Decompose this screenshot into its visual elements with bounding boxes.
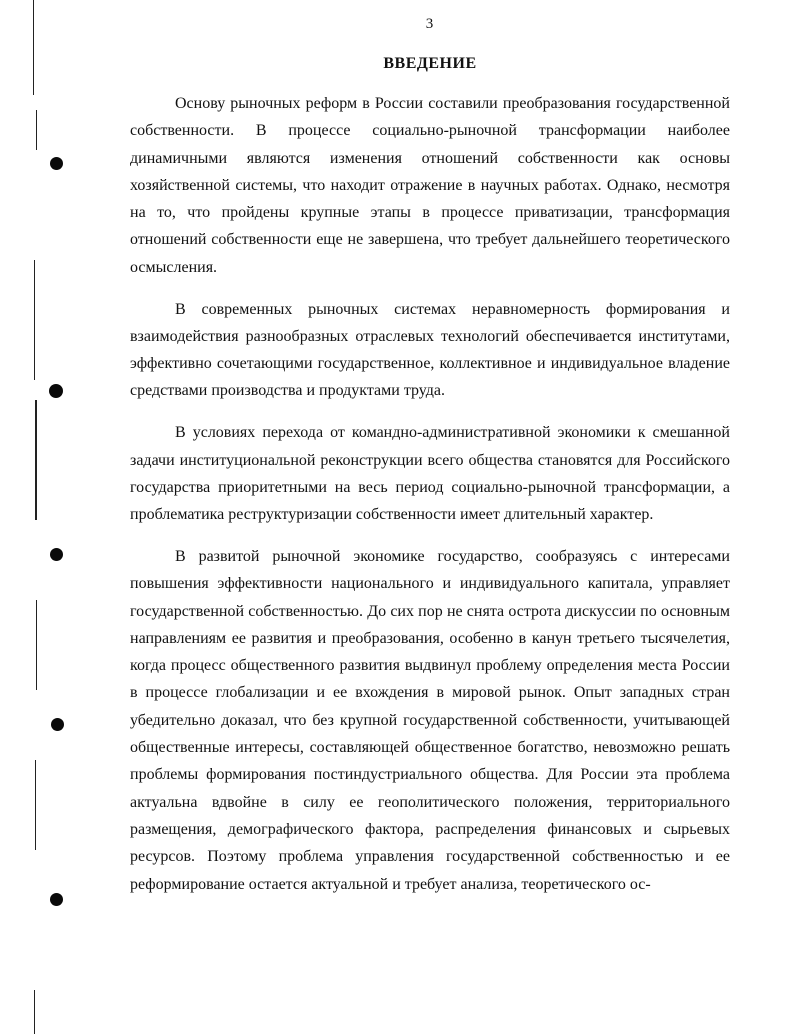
binding-edge-line xyxy=(34,260,35,380)
binding-edge-line xyxy=(35,760,36,850)
section-title: ВВЕДЕНИЕ xyxy=(383,55,477,72)
binding-edge-line xyxy=(34,990,35,1034)
body-text xyxy=(130,90,730,898)
paragraph: В современных рыночных системах неравномерность формирования и взаимодействия разнообразных отраслевых технологий обеспечивается институтами, эффективно сочетающими государственное, коллективное и индивидуальное владение средствами производства и продуктами труда. xyxy=(130,300,730,400)
paragraph: В условиях перехода от командно-административной экономики к смешанной задачи институциональной реконструкции всего общества становятся для Российского государства приоритетными на весь период социально-рыночной трансформации, а проблематика реструктуризации собственности имеет длительный характер. xyxy=(130,424,730,524)
paragraph: Основу рыночных реформ в России составили преобразования государственной собственности. В процессе социально-рыночной трансформации наиболее динамичными являются изменения отношений собственности как основы хозяйственной системы, что находит отражение в научных работах. Однако, несмотря на то, что пройдены крупные этапы в процессе приватизации, трансформация отношений собственности еще не завершена, что требует дальнейшего теоретического осмысления. xyxy=(130,95,730,276)
paragraph: В развитой рыночной экономике государство, сообразуясь с интересами повышения эффективности национального и индивидуального капитала, управляет государственной собственностью. До сих пор не снята острота дискуссии по основным направлениям ее развития и преобразования, особенно в канун третьего тысячелетия, когда процесс общественного развития выдвинул проблему определения места России в процессе глобализации и ее вхождения в мировой рынок. Опыт западных стран убедительно доказал, что без крупной государственной собственности, учитывающей общественные интересы, составляющей общественное богатство, невозможно решать проблемы формирования постиндустриального общества. Для России эта проблема актуальна вдвойне в силу ее геополитического положения, территориального размещения, демографического фактора, распределения финансовых и сырьевых ресурсов. Поэтому проблема управления государственной собственностью и ее реформирование остается актуальной и требует анализа, теоретического ос- xyxy=(130,547,730,893)
binding-edge-line xyxy=(36,600,37,690)
binding-edge-line xyxy=(35,400,37,520)
binding-edge-line xyxy=(33,0,34,95)
binder-hole xyxy=(51,718,64,731)
binder-hole xyxy=(50,157,63,170)
binder-hole xyxy=(49,384,63,398)
binding-edge-line xyxy=(36,110,37,150)
page-number: 3 xyxy=(425,16,434,32)
binder-hole xyxy=(50,548,63,561)
binder-hole xyxy=(50,893,63,906)
